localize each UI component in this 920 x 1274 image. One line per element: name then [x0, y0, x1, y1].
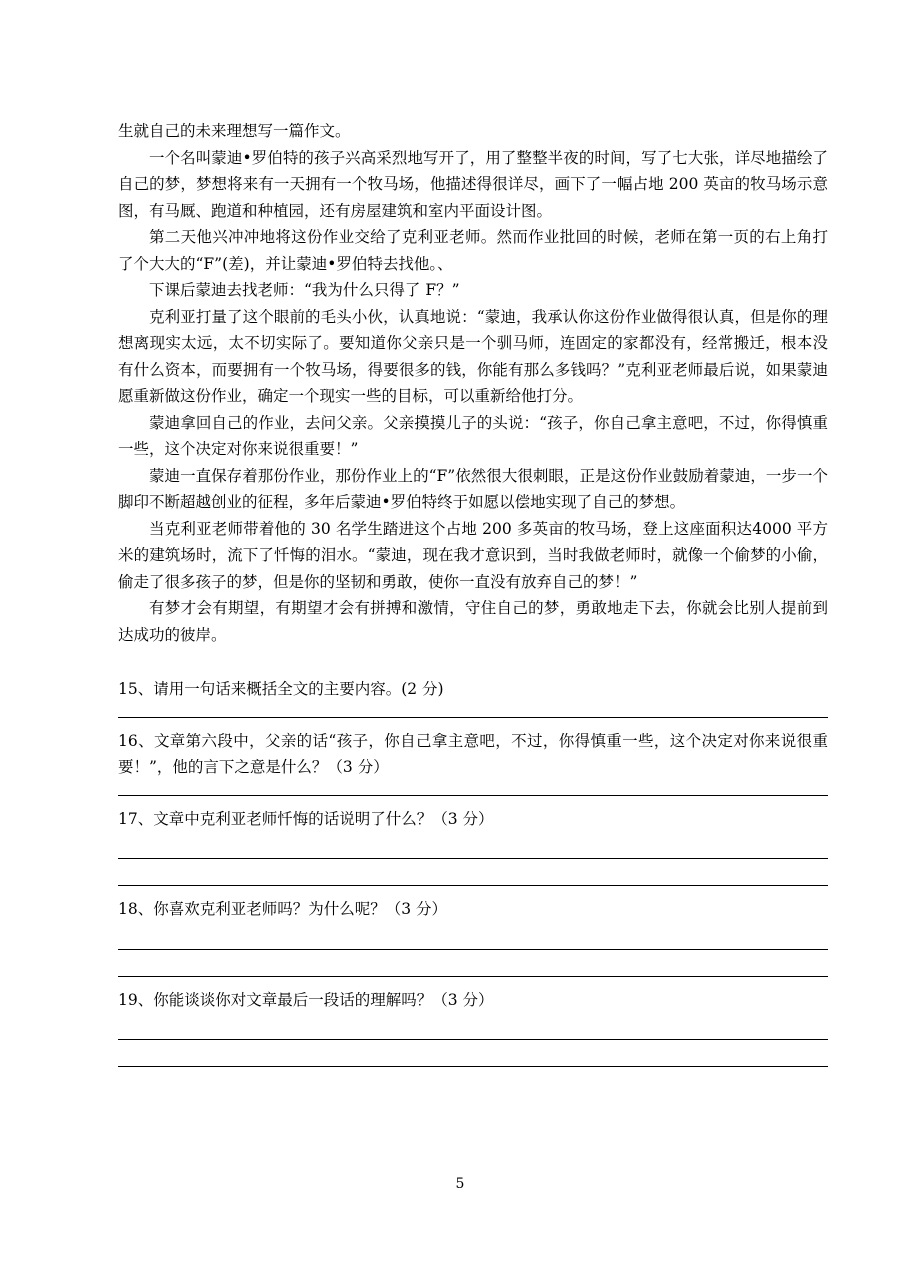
answer-line[interactable] — [118, 781, 828, 796]
passage-paragraph-2: 一个名叫蒙迪•罗伯特的孩子兴高采烈地写开了，用了整整半夜的时间，写了七大张，详尽地描绘了自己的梦，梦想将来有一天拥有一个牧马场，他描述得很详尽，画下了一幅占地 200 英亩的牧马场示意图，有马厩、跑道和种植园，还有房屋建筑和室内平面设计图。 — [118, 148, 828, 220]
reading-passage — [118, 118, 828, 648]
passage-paragraph-6: 蒙迪拿回自己的作业，去问父亲。父亲摸摸儿子的头说：“孩子，你自己拿主意吧，不过，你得慎重一些，这个决定对你来说很重要！” — [118, 413, 828, 458]
passage-paragraph-4: 下课后蒙迪去找老师：“我为什么只得了 F？” — [149, 281, 460, 299]
question-18-text: 18、你喜欢克利亚老师吗？为什么呢？（3 分） — [118, 900, 448, 918]
question-16-text: 16、文章第六段中，父亲的话“孩子，你自己拿主意吧，不过，你得慎重一些，这个决定对你来说很重要！”，他的言下之意是什么？（3 分） — [118, 731, 828, 776]
question-18 — [118, 896, 828, 977]
question-17-text: 17、文章中克利亚老师忏悔的话说明了什么？（3 分） — [118, 809, 494, 828]
passage-paragraph-9: 有梦才会有期望，有期望才会有拼搏和激情，守住自己的梦，勇敢地走下去，你就会比别人提前到达成功的彼岸。 — [118, 599, 828, 644]
question-17 — [118, 806, 828, 887]
answer-line[interactable] — [118, 950, 828, 977]
passage-paragraph-3: 第二天他兴冲冲地将这份作业交给了克利亚老师。然而作业批回的时候，老师在第一页的右上角打了个大大的“F”(差)，并让蒙迪•罗伯特去找他。、 — [118, 228, 828, 273]
question-16 — [118, 728, 828, 796]
answer-line[interactable] — [118, 703, 828, 718]
passage-paragraph-7: 蒙迪一直保存着那份作业，那份作业上的“F”依然很大很刺眼，正是这份作业鼓励着蒙迪，一步一个脚印不断超越创业的征程，多年后蒙迪•罗伯特终于如愿以偿地实现了自己的梦想。 — [118, 466, 828, 511]
question-15 — [118, 676, 828, 718]
passage-paragraph-8: 当克利亚老师带着他的 30 名学生踏进这个占地 200 多英亩的牧马场，登上这座面积达4000 平方米的建筑场时，流下了忏悔的泪水。“蒙迪，现在我才意识到，当时我做老师时，就像一个偷梦的小偷，偷走了很多孩子的梦，但是你的坚韧和勇敢，使你一直没有放弃自己的梦！” — [118, 519, 828, 591]
passage-paragraph-5: 克利亚打量了这个眼前的毛头小伙，认真地说：“蒙迪，我承认你这份作业做得很认真，但是你的理想离现实太远，太不切实际了。要知道你父亲只是一个驯马师，连固定的家都没有，经常搬迁，根本没有什么资本，而要拥有一个牧马场，得要很多的钱，你能有那么多钱吗？”克利亚老师最后说，如果蒙迪愿重新做这份作业，确定一个现实一些的目标，可以重新给他打分。 — [118, 307, 828, 405]
answer-line[interactable] — [118, 1013, 828, 1040]
question-15-text: 15、请用一句话来概括全文的主要内容。(2 分) — [118, 680, 444, 698]
answer-line[interactable] — [118, 923, 828, 950]
passage-paragraph-1: 生就自己的未来理想写一篇作文。 — [118, 122, 351, 140]
page-number: 5 — [455, 1176, 465, 1192]
answer-line[interactable] — [118, 1040, 828, 1067]
answer-line[interactable] — [118, 859, 828, 886]
question-list — [118, 676, 828, 1067]
answer-line[interactable] — [118, 832, 828, 859]
question-19 — [118, 987, 828, 1068]
document-page — [118, 118, 828, 1077]
question-19-text: 19、你能谈谈你对文章最后一段话的理解吗？（3 分） — [118, 990, 494, 1009]
